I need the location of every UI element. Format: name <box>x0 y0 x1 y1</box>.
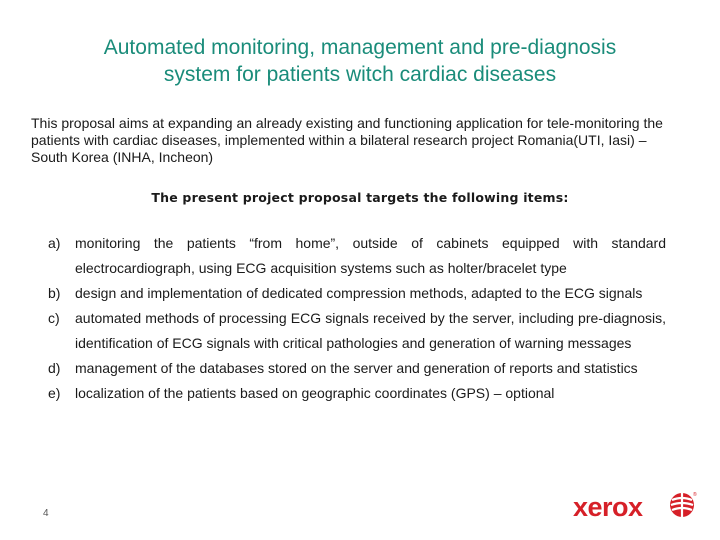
item-text: automated methods of processing ECG signals received by the server, including pre-diagnosis, identification of ECG signals with critical pathologies and generation of warning messages <box>75 310 666 351</box>
items-list <box>48 231 666 406</box>
item-text: monitoring the patients “from home”, outside of cabinets equipped with standard electrocardiograph, using ECG acquisition systems such as holter/bracelet type <box>75 235 666 276</box>
item-text: design and implementation of dedicated compression methods, adapted to the ECG signals <box>75 285 643 301</box>
items-subheading: The present project proposal targets the following items: <box>151 190 569 205</box>
list-item <box>48 281 666 306</box>
item-marker: c) <box>48 310 60 326</box>
registered-mark: ® <box>693 492 697 498</box>
xerox-ball-icon <box>667 490 697 520</box>
intro-paragraph: This proposal aims at expanding an already existing and functioning application for tele-monitoring the patients with cardiac diseases, implemented within a bilateral research project Romania(UTI, Iasi) – South Korea (INHA, Incheon) <box>31 115 663 165</box>
item-text: localization of the patients based on geographic coordinates (GPS) – optional <box>75 385 555 401</box>
slide-title <box>20 34 700 88</box>
title-line-2: system for patients witch cardiac diseases <box>163 63 557 86</box>
item-text: management of the databases stored on the server and generation of reports and statistics <box>75 360 638 376</box>
list-item <box>48 231 666 281</box>
page-number: 4 <box>43 508 49 519</box>
item-marker: a) <box>48 235 61 251</box>
list-item <box>48 306 666 356</box>
item-marker: d) <box>48 360 61 376</box>
logo-wordmark: xerox <box>573 492 643 522</box>
title-line-1: Automated monitoring, management and pre-diagnosis <box>103 36 617 59</box>
list-item <box>48 356 666 381</box>
item-marker: e) <box>48 385 61 401</box>
list-item <box>48 381 666 406</box>
item-marker: b) <box>48 285 61 301</box>
